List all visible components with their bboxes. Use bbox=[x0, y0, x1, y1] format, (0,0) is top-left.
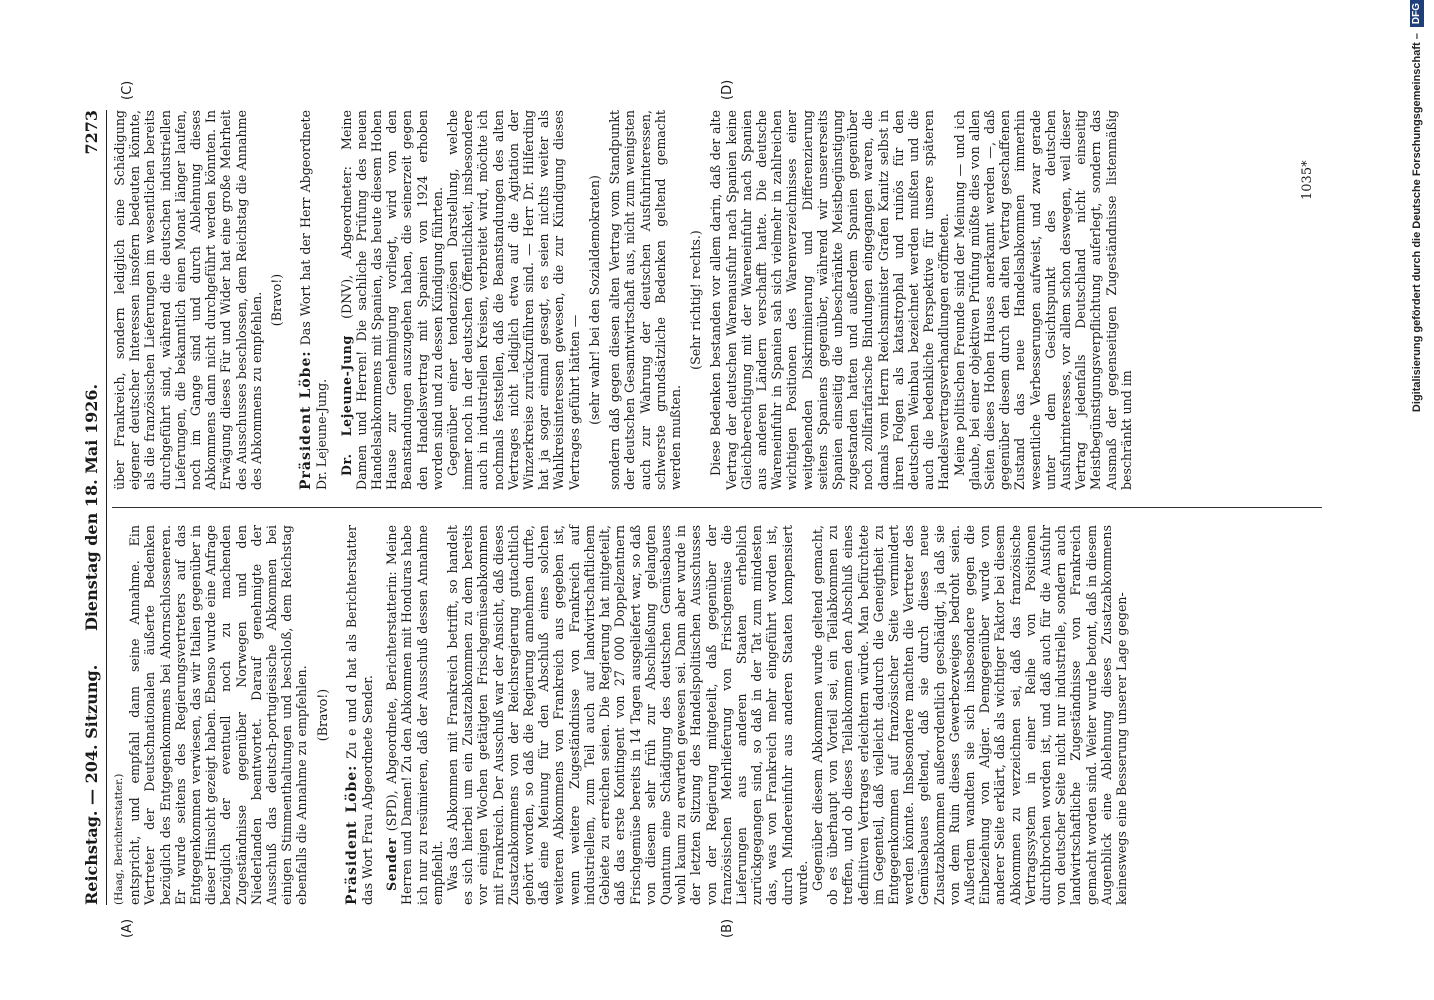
dfg-logo: DFG bbox=[1410, 0, 1424, 27]
speaker-name: Dr. Lejeune-Jung bbox=[338, 335, 354, 476]
speech-intro bbox=[339, 110, 445, 490]
paragraph-text: Das Wort hat der Herr Abgeordnete Dr. Lejeune-Jung. bbox=[298, 110, 330, 490]
attribution-text bbox=[1406, 0, 1428, 1000]
header-left: Reichstag. — 204. Sitzung. bbox=[82, 664, 101, 905]
interjection: (Bravo!) bbox=[269, 273, 285, 327]
right-column bbox=[112, 110, 1134, 490]
paragraph: Diese Bedenken bestanden vor allem darin, daß der alte Vertrag der deutschen Warenausfuhr nach Spanien keine Gleichberechtigung mit der Wareneinfuhr nach Spanien aus anderen Ländern verschafft hatte. Die deutsche Wareneinfuhr in Spanien sah sich vielmehr in zahlreichen wichtigen Positionen des Warenverzeichnisses einer weitgehenden Diskriminierung und Differenzierung seitens Spaniens gegenüber, während wir unsererseits Spanien einseitig die unbeschränkte Meistbegünstigung zugestanden hatten und außerdem Spanien gegenüber noch zollfarifarische Bindungen eingegangen waren, die damals vom Herrn Reichsminister Grafen Kanitz selbst in ihren Folgen als katastrophal und ruinös für den deutschen Weinbau bezeichnet werden mußten und die auch die bedenkliche Perspektive für unsere späteren Handelsvertragsverhandlungen eröffneten. bbox=[708, 110, 952, 490]
margin-mark-c: (C) bbox=[120, 80, 135, 100]
margin-mark-a: (A) bbox=[120, 918, 135, 938]
attribution-strip bbox=[1406, 0, 1428, 1000]
signature-mark: 1035* bbox=[1300, 160, 1315, 200]
header-center: Dienstag den 18. Mai 1926. bbox=[82, 383, 101, 632]
paragraph: Meine politischen Freunde sind der Meinung — und ich glaube, bei einer objektiven Prüfung müßte dies von allen Seiten dieses Hohen Hauses anerkannt werden —, daß gegenüber diesem durch den alten Vertrag geschaffenen Zustand das neue Handelsabkommen immerhin wesentliche Verbesserungen aufweist, und zwar gerade unter dem Gesichtspunkt des deutschen Ausfuhrinteresses, vor allem schon deswegen, weil dieser Vertrag jedenfalls Deutschland nicht einseitig Meistbegünstigungsverpflichtung auferlegt, sondern das Ausmaß der gegenseitigen Zugeständnisse listenmäßig beschränkt und im bbox=[951, 110, 1134, 490]
speaker-note: (Haag, Berichterstatter.) bbox=[113, 773, 125, 905]
page-number: 7273 bbox=[82, 110, 101, 155]
interjection: (Sehr richtig! rechts.) bbox=[688, 230, 704, 370]
paragraph-text: (SPD), Abgeordnete, Berichterstatterin: Meine Herren und Damen! Zu den Abkommen mit Honduras habe ich nur zu resümieren, daß der Ausschuß dessen Annahme empfiehlt. bbox=[384, 525, 445, 905]
speech-intro bbox=[384, 525, 445, 905]
speaker-name: Präsident Löbe: bbox=[343, 764, 360, 905]
speaker-name: Präsident Löbe: bbox=[298, 350, 315, 490]
paragraph: Gegenüber einer tendenziösen Darstellung, welche immer noch in der deutschen Öffentlichkeit, insbesondere auch in industriellen Kreisen, verbreitet wird, möchte ich nochmals feststellen, daß die Beanstandungen des alten Vertrages nicht lediglich etwa auf die Agitation der Winzerkreise zurückzuführen sind. — Herr Dr. Hilferding hat ja sogar einmal gesagt, es seien nichts weiter als Wahlkreisinteressen gewesen, die zur Kündigung dieses Vertrages geführt hätten — bbox=[445, 110, 582, 490]
paragraph-text: Zu e und d hat als Berichterstatter das Wort Frau Abgeordnete Sender. bbox=[343, 525, 376, 905]
speaker-name: Sender bbox=[384, 837, 400, 891]
president-paragraph bbox=[298, 110, 329, 490]
paragraph: Was das Abkommen mit Frankreich betrifft, so handelt es sich hierbei um ein Zusatzabkommen zu dem bereits vor einigen Wochen getätigten Frischgemüseabkommen mit Frankreich. Der Ausschuß war der Ansicht, daß dieses Zusatzabkommens von der Reichsregierung gutachtlich gehört worden, so daß die Regierung annehmen durfte, daß eine Meinung für den Abschluß eines solchen weiteren Abkommens von Frankreich aus gegeben ist, wenn weitere Zugeständnisse von Frankreich auf industriellem, zum Teil auch auf landwirtschaftlichem Gebiete zu erreichen seien. Die Regierung hat mitgeteilt, daß das erste Kontingent von 27 000 Doppelzentnern Frischgemüse bereits in 14 Tagen ausgeliefert war, so daß von diesem sehr früh zur Abschließung gelangten Quantum eine Schädigung des deutschen Gemüsebaues wohl kaum zu erwarten gewesen sei. Dann aber wurde in der letzten Sitzung des Handelspolitischen Ausschusses von der Regierung mitgeteilt, daß gegenüber der französischen Mehrlieferung von Frischgemüse die Lieferungen aus anderen Staaten erheblich zurückgegangen sind, so daß in der Tat zum mindesten das, was von Frankreich mehr eingeführt worden ist, durch Mindereinfuhr aus anderen Staaten kompensiert wurde. bbox=[445, 525, 810, 905]
margin-mark-d: (D) bbox=[720, 79, 735, 100]
attribution-label: Digitalisierung gefördert durch die Deutsche Forschungsgemeinschaft – bbox=[1411, 33, 1423, 413]
page-header bbox=[82, 110, 104, 905]
header-rule bbox=[106, 110, 107, 905]
paragraph: sondern daß gegen diesen alten Vertrag vom Standpunkt der deutschen Gesamtwirtschaft aus, nicht zum wenigsten auch zur Wahrung der deutschen Ausfuhrinteressen, schwerste grundsätzliche Bedenken geltend gemacht werden mußten. bbox=[607, 110, 683, 490]
interjection: (Bravo!) bbox=[314, 688, 330, 742]
margin-mark-b: (B) bbox=[720, 918, 735, 938]
left-column bbox=[112, 525, 1129, 905]
president-paragraph bbox=[344, 525, 375, 905]
paragraph: über Frankreich, sondern lediglich eine Schädigung eigener deutscher Interessen insofern bedeuten könnte, als die französischen Lieferungen im wesentlichen bereits durchgeführt sind, während die deutschen industriellen Lieferungen, die bekanntlich einen Monat länger laufen, noch im Gange sind und durch Ablehnung dieses Abkommens dann nicht durchgeführt werden könnten. In Erwägung dieses Für und Wider hat eine große Mehrheit des Ausschusses beschlossen, dem Reichstag die Annahme des Abkommens zu empfehlen. bbox=[112, 110, 264, 490]
paragraph: entspricht, und empfahl dann seine Annahme. Ein Vertreter der Deutschnationalen äußerte Bedenken bezüglich des Entgegenkommens bei Ahornschlosseneren. Er wurde seitens des Regierungsvertreters auf das Entgegenkommen verwiesen, das wir Italien gegenüber in dieser Hinsicht gezeigt haben. Ebenso wurde eine Anfrage bezüglich der eventuell noch zu machenden Zugeständnisse gegenüber Norwegen und den Niederlanden beantwortet. Darauf genehmigte der Ausschuß das deutsch-portugiesische Abkommen bei einigen Stimmenthaltungen und beschloß, dem Reichstag ebenfalls die Annahme zu empfehlen. bbox=[127, 525, 310, 905]
interjection: (sehr wahr! bei den Sozialdemokraten) bbox=[586, 175, 602, 425]
column-rule bbox=[112, 507, 1322, 508]
paragraph: Gegenüber diesem Abkommen wurde geltend gemacht, ob es überhaupt von Vorteil sei, ein Teilabkommen zu treffen, und ob dieses Teilabkommen den Abschluß eines definitiven Vertrages erleichtern würde. Man befürchtete im Gegenteil, daß vielleicht dadurch die Geneigtheit zu Entgegenkommen auf französischer Seite vermindert werden könnte. Insbesondere machten die Vertreter des Gemüsebaues geltend, daß sie durch dieses neue Zusatzabkommen außerordentlich geschädigt, ja daß sie von dem Ruin dieses Gewerbezweiges bedroht seien. Außerdem wandten sie sich insbesondere gegen die Einbeziehung von Algier. Demgegenüber wurde von anderer Seite erklärt, daß als wichtiger Faktor bei diesem Abkommen zu verzeichnen sei, daß das französische Vertragssystem in einer Reihe von Positionen durchbrochen worden ist, und daß auch für die Ausfuhr von deutscher Seite nicht nur industrielle, sondern auch landwirtschaftliche Zugeständnisse von Frankreich gemacht worden sind. Weiter wurde betont, daß in diesem Augenblick eine Ablehnung dieses Zusatzabkommens keineswegs eine Besserung unserer Lage gegen- bbox=[809, 525, 1129, 905]
paragraph-text: (DNV), Abgeordneter: Meine Damen und Herren! Die sachliche Prüfung des neuen Handelsabkommens mit Spanien, das heute diesem Hohen Hause zur Genehmigung vorliegt, wird von den Beanstandungen auszugehen haben, die seinerzeit gegen den Handelsvertrag mit Spanien von 1924 erhoben worden sind und zu dessen Kündigung führten. bbox=[338, 110, 445, 490]
